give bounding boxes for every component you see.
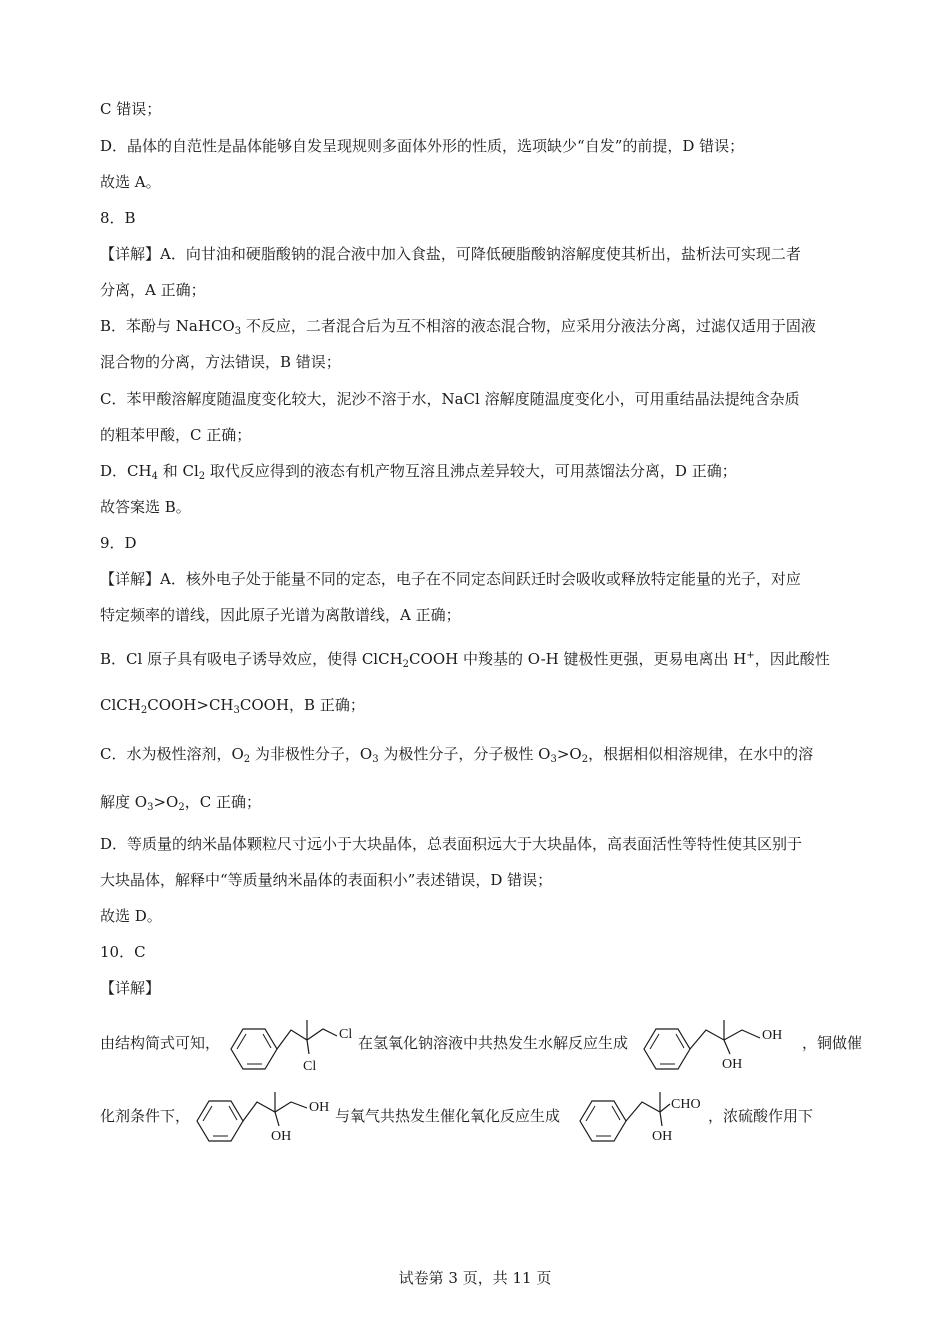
hydroxyl-label: OH <box>652 1129 673 1144</box>
text-line: $ClCH_2COOH>CH_3COOH$，B 正确； <box>100 696 365 716</box>
text-line: D．等质量的纳米晶体颗粒尺寸远小于大块晶体，总表面积远大于大块晶体，高表面活性等特性使其区别于 <box>100 835 803 853</box>
text-line: B．Cl 原子具有吸电子诱导效应，使得 ClCH$_2$COOH 中羧基的 O-H 键极性更强，更易电离出 H+，因此酸性 <box>100 650 830 670</box>
page-number: 试卷第 3 页，共 11 页 <box>398 1269 552 1287</box>
chlorine-label: Cl <box>339 1027 353 1042</box>
text-line: C 错误； <box>100 100 162 118</box>
text-line: 分离，A 正确； <box>100 281 206 299</box>
hydroxyl-label: OH <box>722 1057 743 1072</box>
text-line: 故选 A。 <box>100 173 161 191</box>
text-line: C．苯甲酸溶解度随温度变化较大，泥沙不溶于水，NaCl 溶解度随温度变化小，可用重结晶法提纯含杂质 <box>100 390 800 408</box>
structure-hydroxy-aldehyde <box>576 1090 710 1142</box>
aldehyde-label: CHO <box>671 1097 701 1112</box>
text-line: ，浓硫酸作用下 <box>708 1107 814 1125</box>
hydroxyl-label: OH <box>309 1100 330 1115</box>
text-line: 混合物的分离，方法错误，B 错误； <box>100 353 341 371</box>
text-line: 解度 $O_3>O_2$，C 正确； <box>100 793 261 813</box>
structure-diol <box>640 1018 800 1070</box>
structure-diol <box>193 1090 335 1142</box>
text-line: C．水为极性溶剂，$O_2$ 为非极性分子，$O_3$ 为极性分子，分子极性 $O_3>O_2$，根据相似相溶规律，在水中的溶 <box>100 745 814 765</box>
text-line: 【详解】A．向甘油和硬脂酸钠的混合液中加入食盐，可降低硬脂酸钠溶解度使其析出，盐析法可实现二者 <box>100 245 801 263</box>
text-line: 的粗苯甲酸，C 正确； <box>100 426 252 444</box>
question-10-answer: 10．C <box>100 943 146 961</box>
text-line: 化剂条件下， <box>100 1107 191 1125</box>
text-line: 由结构简式可知， <box>100 1034 221 1052</box>
structure-dichloride <box>227 1018 359 1074</box>
text-line: D．$CH_4$ 和 $Cl_2$ 取代反应得到的液态有机产物互溶且沸点差异较大，可用蒸馏法分离，D 正确； <box>100 462 737 482</box>
text-line: 大块晶体，解释中“等质量纳米晶体的表面积小”表述错误，D 错误； <box>100 871 553 889</box>
text-line: 【详解】 <box>100 979 161 997</box>
text-line: 故选 D。 <box>100 907 162 925</box>
question-9-answer: 9．D <box>100 534 137 552</box>
question-8-answer: 8．B <box>100 209 136 227</box>
text-line: ，铜做催 <box>802 1034 863 1052</box>
hydroxyl-label: OH <box>762 1028 783 1043</box>
text-line: 特定频率的谱线，因此原子光谱为离散谱线，A 正确； <box>100 606 461 624</box>
text-line: 故答案选 B。 <box>100 498 191 516</box>
text-line: 【详解】A．核外电子处于能量不同的定态，电子在不同定态间跃迁时会吸收或释放特定能量的光子，对应 <box>100 570 801 588</box>
text-line: 在氢氧化钠溶液中共热发生水解反应生成 <box>358 1034 629 1052</box>
page-footer <box>0 1268 950 1288</box>
hydroxyl-label: OH <box>271 1129 292 1144</box>
text-line: 与氧气共热发生催化氧化反应生成 <box>335 1107 561 1125</box>
text-line: D．晶体的自范性是晶体能够自发呈现规则多面体外形的性质，选项缺少“自发”的前提，D 错误； <box>100 137 745 155</box>
text-line: B．苯酚与 NaHCO$_3$ 不反应，二者混合后为互不相溶的液态混合物，应采用分液法分离，过滤仅适用于固液 <box>100 317 816 337</box>
chlorine-label: Cl <box>303 1059 317 1074</box>
